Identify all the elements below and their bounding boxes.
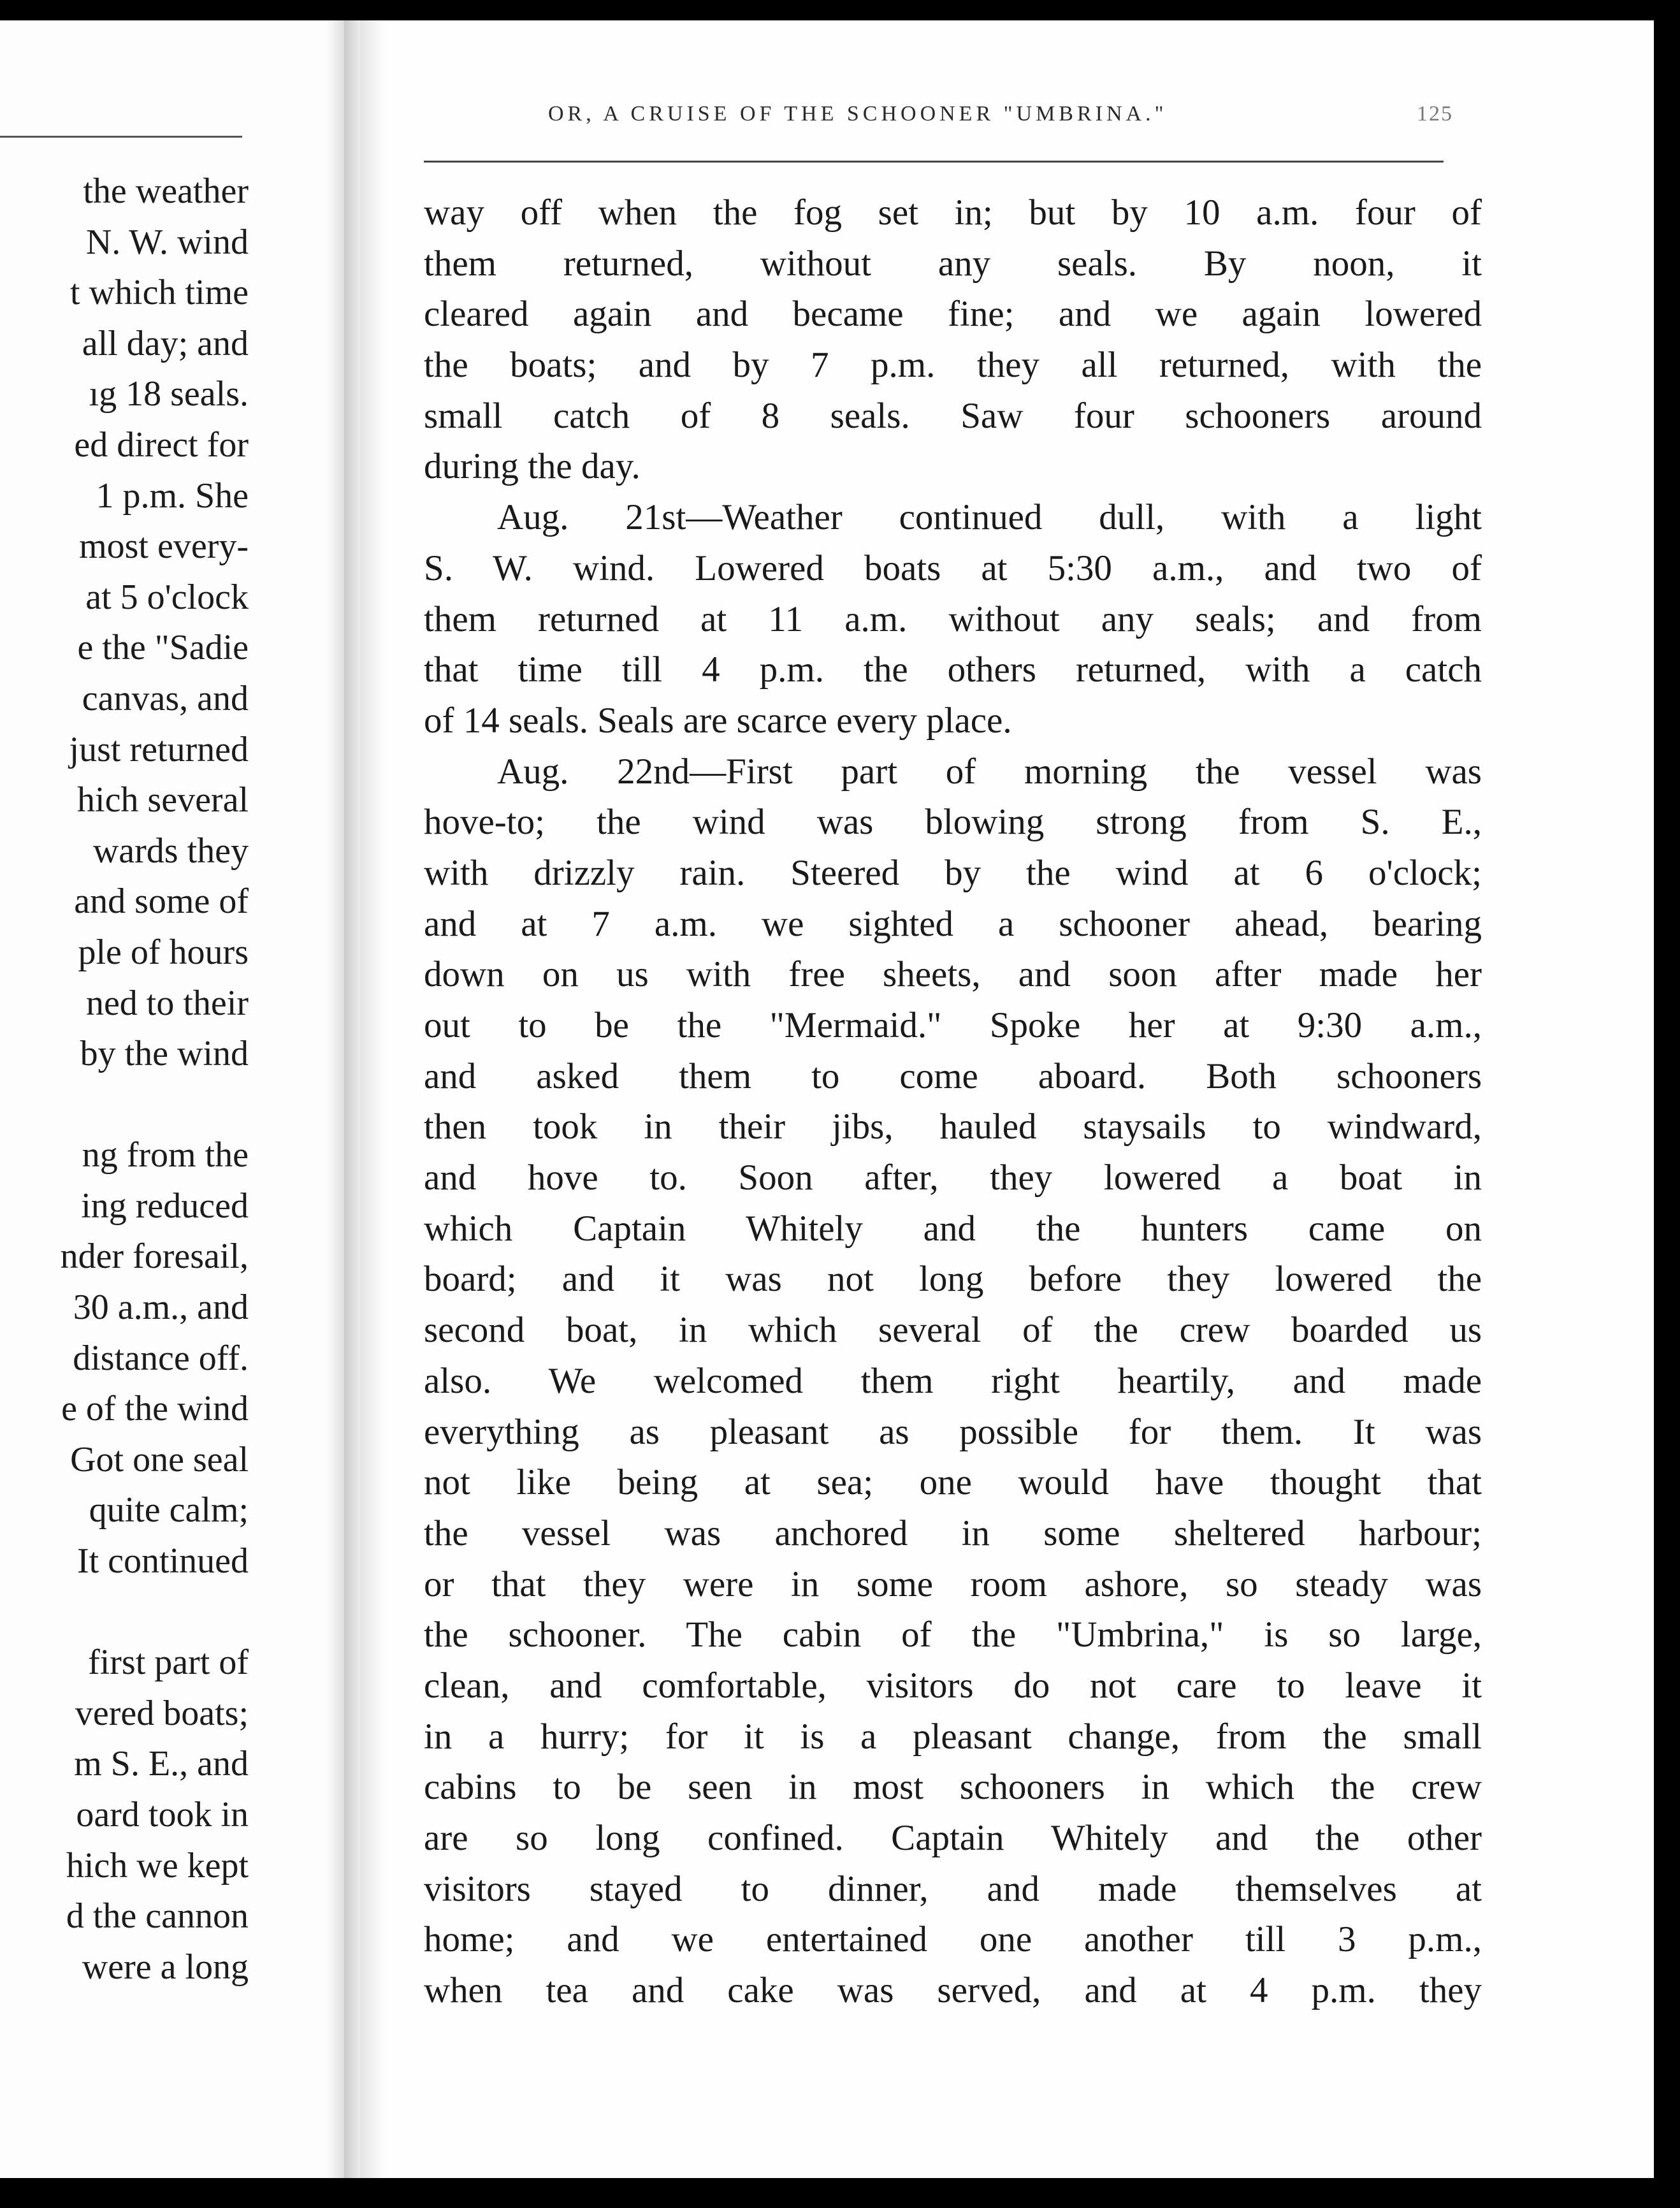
- header-rule: [424, 161, 1444, 163]
- left-text-line: m S. E., and: [74, 1744, 249, 1784]
- body-text-line: visitors stayed to dinner, and made themselves at: [424, 1868, 1482, 1909]
- body-text-line: and hove to. Soon after, they lowered a boat in: [424, 1158, 1482, 1198]
- left-text-line: wards they: [92, 831, 249, 871]
- left-text-line: Got one seal: [70, 1439, 249, 1479]
- body-text-line: the vessel was anchored in some sheltered harbour;: [424, 1513, 1482, 1553]
- body-text-line: during the day.: [424, 446, 641, 487]
- left-text-line: hich we kept: [66, 1845, 249, 1885]
- left-text-line: oard took in: [76, 1795, 249, 1834]
- body-text-line: when tea and cake was served, and at 4 p.m. they: [424, 1970, 1482, 2011]
- left-text-line: were a long: [82, 1947, 249, 1987]
- left-text-line: most every-: [79, 527, 249, 567]
- body-text-line: are so long confined. Captain Whitely and the other: [424, 1818, 1482, 1858]
- body-text-line: second boat, in which several of the crew boarded us: [424, 1310, 1482, 1351]
- body-text-line: which Captain Whitely and the hunters came on: [424, 1208, 1482, 1249]
- right-page: [360, 20, 1654, 2178]
- left-text-line: by the wind: [80, 1034, 249, 1074]
- left-gutter-shadow: [326, 20, 344, 2178]
- body-text-line: small catch of 8 seals. Saw four schooners around: [424, 395, 1482, 436]
- body-text-line: cabins to be seen in most schooners in which the crew: [424, 1767, 1482, 1808]
- left-text-line: and some of: [74, 882, 249, 922]
- left-text-line: at 5 o'clock: [85, 577, 249, 617]
- left-page-header-rule: [0, 136, 242, 138]
- left-text-line: t which time: [70, 273, 249, 313]
- body-text-line: down on us with free sheets, and soon after made her: [424, 954, 1482, 995]
- left-text-line: distance off.: [73, 1338, 249, 1378]
- left-text-line: ed direct for: [74, 425, 249, 465]
- left-text-line: just returned: [69, 729, 249, 769]
- body-text-line: then took in their jibs, hauled staysails to windward,: [424, 1107, 1482, 1147]
- body-text-line: or that they were in some room ashore, so steady was: [424, 1564, 1482, 1604]
- running-header: [548, 102, 1453, 140]
- left-paragraph-gap: [0, 1080, 249, 1131]
- left-page-text: [0, 166, 249, 1993]
- body-text-line: clean, and comfortable, visitors do not care to leave it: [424, 1665, 1482, 1706]
- body-text-line: them returned at 11 a.m. without any seals; and from: [424, 599, 1482, 639]
- paragraph-aug-22-start: Aug. 22nd—First part of morning the vessel was: [497, 751, 1482, 792]
- left-text-line: all day; and: [82, 323, 249, 363]
- left-text-line: vered boats;: [75, 1693, 249, 1733]
- left-text-line: It continued: [76, 1541, 249, 1581]
- body-text-line: of 14 seals. Seals are scarce every place.: [424, 700, 1012, 741]
- body-text-line: everything as pleasant as possible for them. It was: [424, 1411, 1482, 1452]
- body-text-line: S. W. wind. Lowered boats at 5:30 a.m., and two of: [424, 548, 1482, 588]
- paragraph-aug-21-start: Aug. 21st—Weather continued dull, with a light: [497, 497, 1482, 538]
- body-text-line: out to be the "Mermaid." Spoke her at 9:30 a.m.,: [424, 1005, 1482, 1045]
- body-text-line: with drizzly rain. Steered by the wind at 6 o'clock;: [424, 852, 1482, 893]
- body-text-line: the boats; and by 7 p.m. they all returned, with the: [424, 345, 1482, 386]
- left-text-line: ned to their: [85, 983, 249, 1023]
- body-text-line: that time till 4 p.m. the others returned, with a catch: [424, 650, 1482, 690]
- body-text-line: way off when the fog set in; but by 10 a.m. four of: [424, 192, 1482, 233]
- left-text-line: d the cannon: [66, 1896, 249, 1936]
- body-text-line: and asked them to come aboard. Both schooners: [424, 1056, 1482, 1096]
- left-text-line: e of the wind: [61, 1389, 249, 1429]
- left-text-line: 30 a.m., and: [73, 1288, 249, 1328]
- left-text-line: the weather: [83, 171, 249, 211]
- left-text-line: nder foresail,: [60, 1237, 249, 1277]
- left-text-line: e the "Sadie: [77, 628, 249, 668]
- left-page: [0, 20, 345, 2178]
- left-text-line: 1 p.m. She: [96, 476, 249, 516]
- left-text-line: ıg 18 seals.: [89, 374, 249, 414]
- body-text-line: and at 7 a.m. we sighted a schooner ahead, bearing: [424, 903, 1482, 944]
- page-number: 125: [1417, 102, 1453, 126]
- left-text-line: quite calm;: [89, 1490, 249, 1530]
- body-text-line: not like being at sea; one would have thought that: [424, 1462, 1482, 1503]
- body-text-line: also. We welcomed them right heartily, and made: [424, 1360, 1482, 1401]
- body-text-line: home; and we entertained one another till 3 p.m.,: [424, 1919, 1482, 1960]
- left-text-line: canvas, and: [82, 678, 249, 718]
- left-text-line: ing reduced: [81, 1186, 249, 1226]
- body-text-line: in a hurry; for it is a pleasant change, from the small: [424, 1716, 1482, 1757]
- left-text-line: hich several: [77, 780, 249, 820]
- body-text-line: cleared again and became fine; and we again lowered: [424, 294, 1482, 335]
- left-text-line: ng from the: [82, 1135, 249, 1175]
- body-text-line: board; and it was not long before they lowered the: [424, 1259, 1482, 1300]
- body-text-line: them returned, without any seals. By noon, it: [424, 243, 1482, 284]
- right-gutter-shadow: [360, 20, 386, 2178]
- body-text: [424, 187, 1482, 2016]
- left-paragraph-gap: [0, 1587, 249, 1638]
- running-title: OR, A CRUISE OF THE SCHOONER "UMBRINA.": [548, 102, 1168, 126]
- left-text-line: first part of: [88, 1643, 249, 1683]
- body-text-line: hove-to; the wind was blowing strong from S. E.,: [424, 802, 1482, 843]
- body-text-line: the schooner. The cabin of the "Umbrina," is so large,: [424, 1615, 1482, 1655]
- left-text-line: ple of hours: [78, 932, 249, 972]
- left-text-line: N. W. wind: [85, 222, 249, 262]
